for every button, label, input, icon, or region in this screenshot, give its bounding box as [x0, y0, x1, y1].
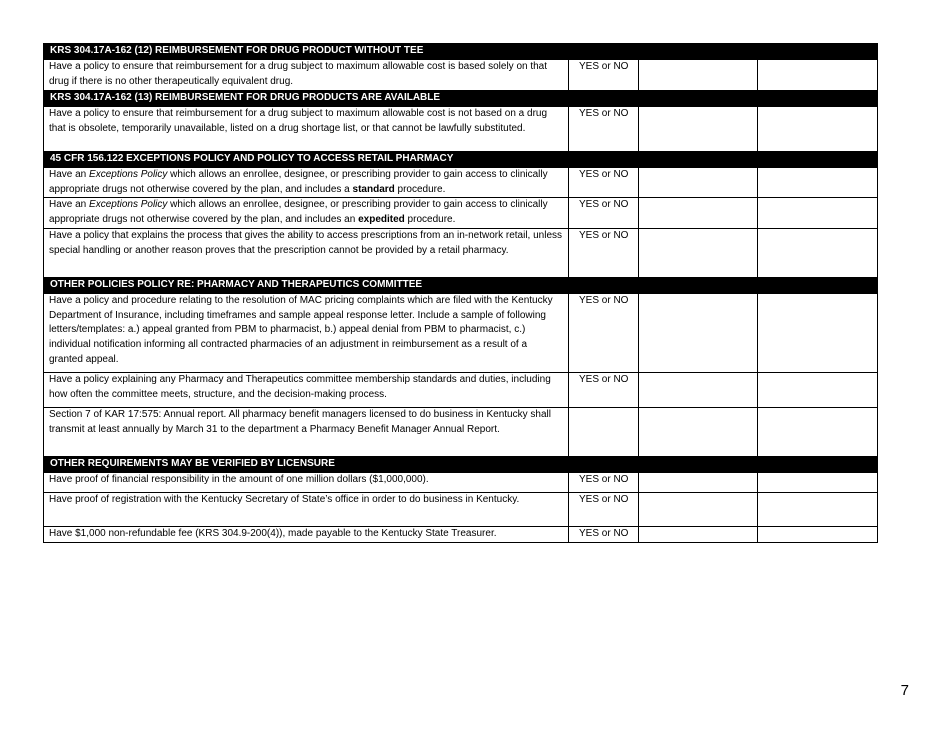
section-header	[44, 277, 878, 293]
notes-cell[interactable]	[758, 526, 878, 542]
response-cell[interactable]	[639, 198, 758, 228]
yes-no-cell: YES or NO	[569, 472, 639, 492]
requirement-text: Have proof of registration with the Kentucky Secretary of State’s office in order to do business in Kentucky.	[44, 492, 569, 526]
yes-no-cell: YES or NO	[569, 293, 639, 372]
text-part: procedure.	[394, 183, 446, 195]
text-part: procedure.	[404, 214, 456, 226]
requirement-text: Section 7 of KAR 17:575: Annual report. All pharmacy benefit managers licensed to do business in Kentucky shall transmit at least annually by March 31 to the department a Pharmacy Benefit Manager Annual Report.	[44, 407, 569, 456]
response-cell[interactable]	[639, 526, 758, 542]
response-cell[interactable]	[639, 492, 758, 526]
yes-no-cell: YES or NO	[569, 228, 639, 277]
notes-cell[interactable]	[758, 198, 878, 228]
text-part: Have an	[49, 199, 90, 211]
requirement-text	[44, 198, 569, 228]
response-cell[interactable]	[639, 407, 758, 456]
response-cell[interactable]	[639, 168, 758, 198]
text-part: which allows an enrollee, designee, or prescribing provider to gain access to clinically appropriate drugs not otherwise covered by the plan, and includes a	[49, 169, 548, 195]
notes-cell[interactable]	[758, 107, 878, 152]
notes-cell[interactable]	[758, 168, 878, 198]
yes-no-cell	[569, 407, 639, 456]
section-header	[44, 152, 878, 168]
requirement-text: Have $1,000 non-refundable fee (KRS 304.9-200(4)), made payable to the Kentucky State Treasurer.	[44, 526, 569, 542]
requirement-text: Have a policy that explains the process that gives the ability to access prescriptions from an in-network retail, unless special handling or another reason proves that the prescription cannot be provided by a retail pharmacy.	[44, 228, 569, 277]
requirement-text: Have proof of financial responsibility in the amount of one million dollars ($1,000,000).	[44, 472, 569, 492]
response-cell[interactable]	[639, 293, 758, 372]
response-cell[interactable]	[639, 228, 758, 277]
requirement-text: Have a policy to ensure that reimbursement for a drug subject to maximum allowable cost is not based on a drug that is obsolete, temporarily unavailable, listed on a drug shortage list, or that cannot be lawfully substituted.	[44, 107, 569, 152]
yes-no-cell: YES or NO	[569, 60, 639, 91]
notes-cell[interactable]	[758, 492, 878, 526]
table-row	[44, 60, 878, 91]
section-title: OTHER REQUIREMENTS MAY BE VERIFIED BY LICENSURE	[44, 456, 878, 472]
section-title: 45 CFR 156.122 EXCEPTIONS POLICY AND POLICY TO ACCESS RETAIL PHARMACY	[44, 152, 878, 168]
table-row	[44, 526, 878, 542]
table-row	[44, 372, 878, 407]
section-title: KRS 304.17A-162 (13) REIMBURSEMENT FOR DRUG PRODUCTS ARE AVAILABLE	[44, 91, 878, 107]
yes-no-cell: YES or NO	[569, 168, 639, 198]
compliance-checklist-table	[43, 43, 878, 543]
notes-cell[interactable]	[758, 60, 878, 91]
requirement-text: Have a policy to ensure that reimbursement for a drug subject to maximum allowable cost is based solely on that drug if there is no other therapeutically equivalent drug.	[44, 60, 569, 91]
table-row	[44, 492, 878, 526]
yes-no-cell: YES or NO	[569, 107, 639, 152]
exceptions-policy-term: Exceptions Policy	[89, 169, 168, 180]
requirement-text: Have a policy and procedure relating to the resolution of MAC pricing complaints which are filed with the Kentucky Department of Insurance, including timeframes and sample appeal response letter. Include a sample of following letters/templates: a.) appeal granted from PBM to pharmacist, b.) appeal denial from PBM to pharmacist, c.) individual notification informing all contracted pharmacies of an adjustment in reimbursement as a result of a granted appeal.	[44, 293, 569, 372]
yes-no-cell: YES or NO	[569, 198, 639, 228]
procedure-type: expedited	[358, 214, 405, 226]
response-cell[interactable]	[639, 372, 758, 407]
requirement-text: Have a policy explaining any Pharmacy and Therapeutics committee membership standards and duties, including how often the committee meets, structure, and the decision-making process.	[44, 372, 569, 407]
section-header	[44, 456, 878, 472]
response-cell[interactable]	[639, 107, 758, 152]
procedure-type: standard	[352, 183, 395, 195]
yes-no-cell: YES or NO	[569, 492, 639, 526]
table-row	[44, 407, 878, 456]
text-part: which allows an enrollee, designee, or prescribing provider to gain access to clinically appropriate drugs not otherwise covered by the plan, and includes an	[49, 199, 548, 226]
section-header	[44, 91, 878, 107]
table-row	[44, 198, 878, 228]
table-row	[44, 293, 878, 372]
requirement-text	[44, 168, 569, 198]
notes-cell[interactable]	[758, 293, 878, 372]
section-title: KRS 304.17A-162 (12) REIMBURSEMENT FOR DRUG PRODUCT WITHOUT TEE	[44, 44, 878, 60]
section-header	[44, 44, 878, 60]
section-title: OTHER POLICIES POLICY RE: PHARMACY AND THERAPEUTICS COMMITTEE	[44, 277, 878, 293]
yes-no-cell: YES or NO	[569, 372, 639, 407]
response-cell[interactable]	[639, 60, 758, 91]
notes-cell[interactable]	[758, 472, 878, 492]
exceptions-policy-term: Exceptions Policy	[89, 199, 168, 211]
page-number: 7	[900, 682, 909, 699]
notes-cell[interactable]	[758, 372, 878, 407]
table-row	[44, 107, 878, 152]
notes-cell[interactable]	[758, 228, 878, 277]
response-cell[interactable]	[639, 472, 758, 492]
notes-cell[interactable]	[758, 407, 878, 456]
table-row	[44, 168, 878, 198]
text-part: Have an	[49, 169, 90, 180]
table-row	[44, 228, 878, 277]
yes-no-cell: YES or NO	[569, 526, 639, 542]
table-row	[44, 472, 878, 492]
